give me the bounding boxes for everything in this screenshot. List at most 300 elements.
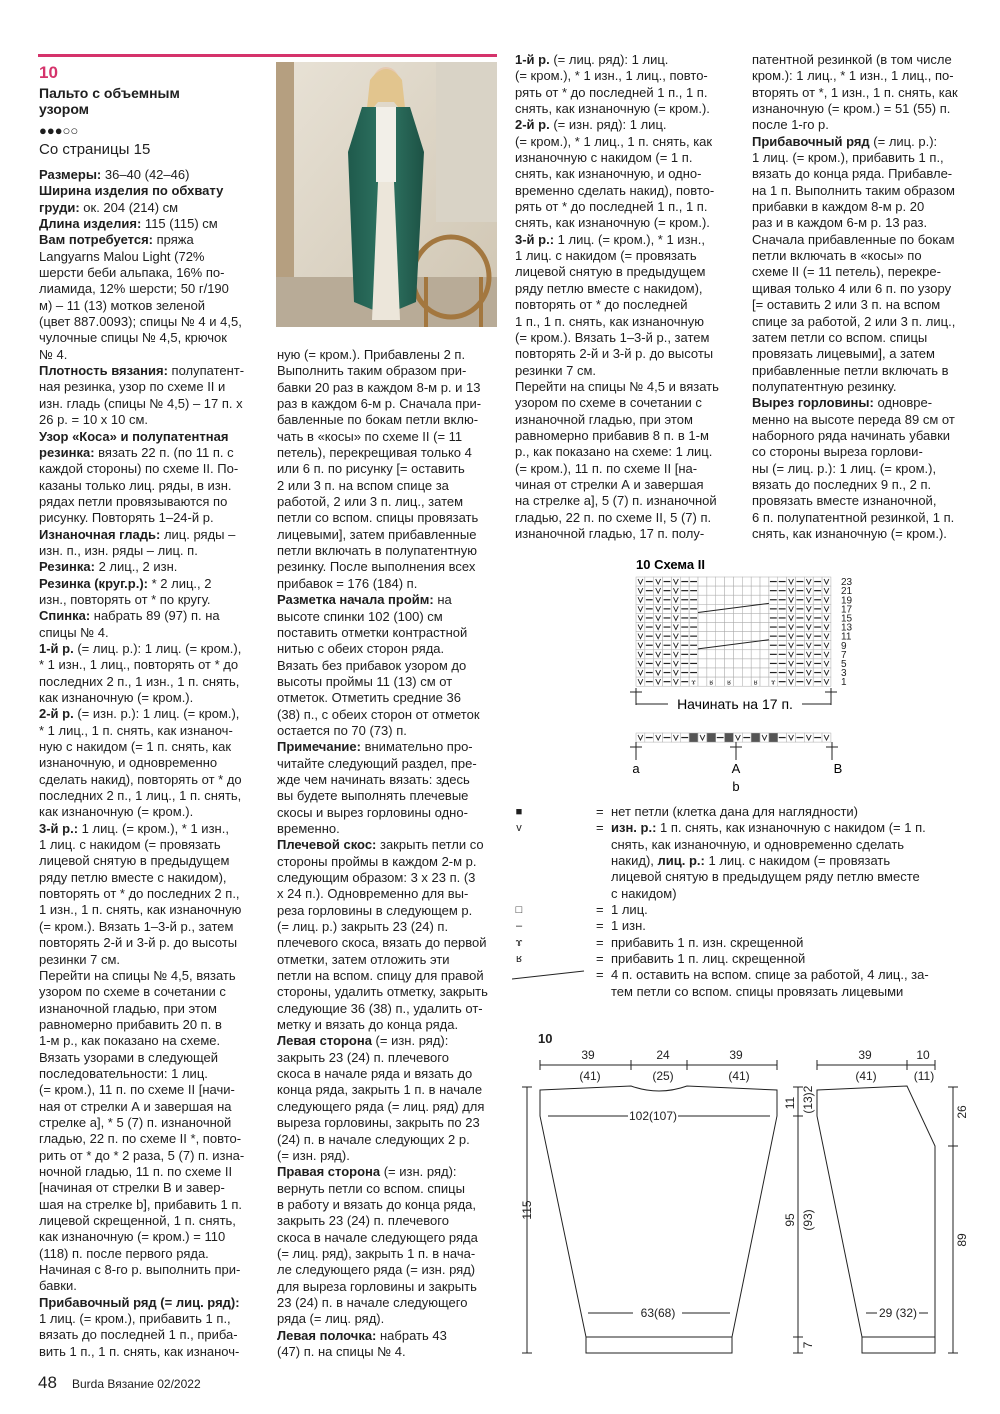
chart-cell [698,650,707,659]
text-run: плечевого скоса, вязать до первой [277,935,487,951]
text-run: последних 2 п., 1 лиц., 1 п. снять, [39,788,242,804]
text-run: схеме II (= 11 петель), перекре- [752,264,941,280]
svg-text:ɤ: ɤ [771,679,776,687]
text-line [39,690,244,706]
chart-cell [707,668,716,677]
text-run: снять, как изнаночную (= кром.). [752,525,947,541]
text-run: Вязать без прибавок узором до [277,657,467,673]
text-line [277,1066,488,1082]
text-line [515,395,719,411]
text-run: пряжа [153,232,194,248]
text-line [277,1148,488,1164]
text-run: (47) п. на спицы № 4. [277,1343,406,1359]
text-line [277,1082,488,1098]
text-run: 36–40 (42–46) [101,167,190,182]
text-run: прибавить 1 п. лиц. скрещенной [611,951,806,967]
text-run: сделать накид), повторять от * до [39,771,242,787]
text-run: на 1 п. Выполнить таким образом [752,182,955,198]
dim-label: 2 [801,1085,815,1093]
text-line [39,968,244,984]
text-run: повторять 2-й и 3-й р. до высоты [39,935,238,951]
row-number: 13 [841,622,853,634]
text-line [752,166,958,182]
text-run: 4 п. оставить на вспом. спице за работой, 4 лиц., за- [611,967,929,983]
chart-cell [707,595,716,604]
text-line [277,1295,488,1311]
text-run: наборного ряда начинать убавки [752,427,951,443]
text-line [515,493,719,509]
text-line [39,363,244,379]
text-run: гладью, 22 п. по схеме II *, повто- [39,1131,242,1147]
text-run: ночной гладью, 11 п. по схеме II [39,1163,233,1179]
text-line [39,527,244,543]
strip-cell [707,733,716,742]
chart-cell [716,677,725,686]
text-line [39,935,244,951]
strip-cell [689,733,698,742]
text-run: реза горловины в следующем р. [277,902,473,918]
text-line [277,1197,488,1213]
front-rib [862,1337,935,1353]
text-line [611,951,929,967]
chart-cell [716,659,725,668]
bold-run: 2-й р. [515,117,550,133]
text-line [277,347,488,363]
text-line [515,363,719,379]
text-line [277,412,488,428]
text-line [39,1017,244,1033]
text-column-1 [39,167,244,1360]
text-line [39,641,244,657]
text-line [39,1246,244,1262]
text-line [39,559,244,575]
text-line [39,1311,244,1327]
chart-cell [742,668,751,677]
text-run: 1 изн. [611,918,646,934]
text-run: (= лиц. ряд): 1 лиц. [549,52,669,67]
text-run: как изнаночную (= кром.) = 110 [39,1229,226,1245]
chart-cell [725,613,734,622]
row-number: 19 [841,595,853,607]
text-run: со стороны выреза горлови- [752,444,923,460]
chart-cell [716,632,725,641]
marker-a: a [632,761,640,776]
bold-run: Плечевой скос: [277,837,377,853]
text-run: внимательно про- [360,739,473,755]
cable-line-icon [512,967,587,988]
text-run: шая на стрелке b], прибавить 1 п. [39,1196,243,1212]
chart-cell [742,595,751,604]
text-line [39,1213,244,1229]
text-line [39,608,244,624]
text-run: [начиная от стрелки В и завер- [39,1180,225,1196]
text-line [277,756,488,772]
text-line [611,935,929,951]
text-run: в работу и вязать до конца ряда, [277,1196,477,1212]
text-line [39,379,244,395]
text-line [515,183,719,199]
dim-label: 7 [801,1341,815,1349]
chart-cell [733,632,742,641]
text-line [277,494,488,510]
filled-square-icon: ■ [515,806,523,818]
text-run: лиамида, 12% шерсти; 50 г/190 [39,281,229,297]
chart-cell [751,623,760,632]
legend-item [512,804,929,820]
text-line [277,952,488,968]
equals-sign: = [596,918,604,934]
chart-cell [760,595,769,604]
text-run: * 2 лиц., 2 [148,575,212,591]
text-run: ок. 204 (214) см [79,199,179,215]
text-line [39,772,244,788]
text-run: № 4. [39,346,68,362]
text-run: спице за работой, 2 или 3 п. лиц., [752,313,956,329]
text-line [39,1099,244,1115]
text-line [39,1001,244,1017]
text-run: 23 (24) п. в начале следующего [277,1294,468,1310]
text-run: на [433,592,452,608]
text-line [277,837,488,853]
bold-run: Резинка: [39,559,95,575]
text-line [39,739,244,755]
text-line [277,1311,488,1327]
text-line [277,984,488,1000]
text-run: высоте спинки 102 (100) см [277,608,443,624]
text-run: Начиная с 8-го р. выполнить при- [39,1262,241,1278]
chart-cell [760,668,769,677]
chart-cell [733,604,742,613]
text-run: 1 п. снять, как изнаночную с накидом (= 1 п. [656,820,926,836]
text-line [39,984,244,1000]
text-line [515,68,719,84]
marker-B: B [833,761,843,776]
text-line [277,510,488,526]
chart-cell [733,668,742,677]
legend-item [512,820,929,902]
legend-text [611,967,929,1000]
chart-cell [751,668,760,677]
bold-run: 2-й р. [39,706,74,722]
text-run: рить от * до * 2 раза, 5 (7) п. изна- [39,1147,245,1163]
text-run: стороны проймы в каждом 2-м р. [277,853,477,869]
text-run: изн. п., изн. ряды – лиц. п. [39,542,198,558]
text-line [39,592,244,608]
text-run: вернуть петли со вспом. спицы [277,1180,465,1196]
empty-square-icon: □ [515,904,523,917]
text-run: резинку. После выполнения всех [277,559,476,575]
dim-label: 63(68) [640,1306,676,1320]
bold-run: 3-й р.: [515,231,555,247]
chart-cell [760,659,769,668]
chart-cell [707,659,716,668]
equals-sign: = [596,820,604,836]
text-line [515,297,719,313]
text-run: метку и вязать до конца ряда. [277,1017,459,1033]
text-line [752,346,958,362]
text-run: провязать вместе изнаночной, [752,493,937,509]
text-run: отметки, затем отложить эти [277,951,450,967]
text-line [39,1115,244,1131]
text-line [277,935,488,951]
chart-cell [733,586,742,595]
text-line [277,461,488,477]
chart-title: 10 Схема II [636,557,705,572]
chart-cell [733,659,742,668]
text-line [39,265,244,281]
text-run: следующего ряда (= лиц. ряд) для [277,1098,485,1114]
text-line [39,1262,244,1278]
chart-cell [698,632,707,641]
text-line [39,347,244,363]
marker-A: A [731,761,741,776]
svg-text:ʁ: ʁ [753,679,758,687]
text-line [39,494,244,510]
text-run: изнаночную с накидом (= 1 п. [515,150,693,166]
text-run: прибавить 1 п. изн. скрещенной [611,934,804,950]
bold-run: резинка: [39,444,95,460]
dim-label: (41) [579,1069,601,1083]
text-run: спицы № 4. [39,624,109,640]
dim-label: 10 [916,1048,930,1062]
chart-cell [707,632,716,641]
text-run: (= кром.), * 1 изн., 1 лиц., повто- [515,68,708,84]
text-run: следующим образом: 3 х 23 п. (3 [277,870,476,885]
text-run: р., как показано на схеме: 1 лиц. [515,444,713,460]
dim-label: (41) [855,1069,877,1083]
text-run: гладью, 22 п. по схеме II, 5 (7) п. [515,509,712,525]
text-run: после 1-го р. [752,117,829,133]
chart-cell [760,623,769,632]
text-run: Перейти на спицы № 4,5 и вязать [515,378,719,394]
chart-cell [716,586,725,595]
bold-run: Вам потребуется: [39,232,153,248]
text-line [39,396,244,412]
text-line [752,68,958,84]
equals-sign: = [596,804,604,819]
pattern-number: 10 [39,63,58,82]
text-run: 1 лиц. (= кром.), прибавить 1 п., [39,1311,231,1327]
chart-cell [698,613,707,622]
text-run: вы будете выполнять плечевые [277,788,469,804]
text-line [39,314,244,330]
text-run: на стрелке а], 5 (7) п. изнаночной [515,493,717,509]
text-line [515,117,719,133]
magazine-name: Burda Вязание 02/2022 [72,1377,201,1391]
row-number: 1 [841,677,847,689]
text-run: раз и в каждом 6-м р. 13 раз. [752,215,928,231]
text-line [752,493,958,509]
bold-run: Разметка начала пройм: [277,592,434,608]
text-line [752,379,958,395]
dim-label: 39 [858,1048,872,1062]
text-run: как изнаночную (= кром.). [39,690,194,705]
text-run: закрыть 23 (24) п. плечевого [277,1049,449,1065]
text-line [277,1328,488,1344]
text-run: (38) п., с обеих сторон от отметок [277,706,480,722]
chart-cell [733,677,742,686]
text-run: 2 лиц., 2 изн. [94,559,178,575]
text-line [752,150,958,166]
text-run: работой, 2 или 3 п. лиц., затем [277,494,464,510]
text-run: чулочные спицы № 4,5, крючок [39,330,227,346]
text-run: чиная от стрелки А и завершая [515,476,704,492]
chart-cell [716,577,725,586]
text-run: лицевой снятую в предыдущем [515,264,706,280]
text-run: снять, как изнаночную (= кром.). [515,215,710,231]
text-line [277,1279,488,1295]
text-run: ле следующего ряда (= изн. ряд) [277,1262,476,1278]
text-run: м) – 11 (13) мотков зеленой [39,297,206,313]
row-number: 11 [841,631,852,643]
text-line [611,918,929,934]
text-line [39,167,244,183]
text-line [39,755,244,771]
chart-cell [751,577,760,586]
text-line [752,526,958,542]
text-run: бавки 20 раз в каждом 8-м р. и 13 [277,379,481,395]
text-run: равномерно прибавив 8 п. в 1-м [515,427,709,443]
text-line [515,232,719,248]
text-run: рисунку. Повторять 1–24-й р. [39,510,214,526]
text-run: изнаночную (= кром.) = 51 (55) п. [752,101,951,117]
text-run: вить 1 п., 1 п. снять, как изнаноч- [39,1343,240,1359]
text-run: * 1 изн., 1 лиц., повторять от * до [39,657,239,673]
back-outline [540,1086,777,1337]
text-run: повторять от * до последних 2 п., [39,886,240,902]
chart-cell [760,577,769,586]
text-run: высоты проймы 11 (13) см от [277,673,453,689]
text-line [277,1001,488,1017]
text-run: шерсти беби альпака, 16% по- [39,265,225,281]
text-run: равномерно прибавить 20 п. в [39,1016,222,1032]
garment-schematic [510,1025,990,1365]
text-run: резинки 7 см. [515,362,597,378]
text-run: Вязать узорами в следующей [39,1049,219,1065]
text-line [277,1115,488,1131]
chart-cell [698,595,707,604]
text-run: вязать до последних 9 п., 2 п. [752,476,932,492]
text-run: снять, как изнаночную (= кром.). [515,101,710,117]
chart-cell [707,641,716,650]
text-run: (24) п. в начале следующих 2 р. [277,1131,470,1147]
chart-cell [725,595,734,604]
legend-text [611,902,929,918]
legend-item [512,902,929,918]
text-line [39,657,244,673]
text-line [277,919,488,935]
pattern-title [39,85,180,117]
text-run: снять, как изнаночную, и одно- [515,166,702,182]
bold-run: Размеры: [39,167,102,182]
text-run: (= кром.), 11 п. по схеме II [на- [515,460,698,476]
text-line [39,902,244,918]
text-run: 115 (115) см [141,216,218,232]
text-line [39,952,244,968]
legend-item [512,967,929,1000]
chart-cell [760,586,769,595]
text-line [752,510,958,526]
text-line [752,281,958,297]
text-line [277,739,488,755]
schematic-label: 10 [538,1031,553,1046]
text-line [277,1344,488,1360]
text-line [752,117,958,133]
text-run: рять от * до последней 1 п., 1 п. [515,84,708,100]
text-line [277,1033,488,1049]
text-line [277,543,488,559]
text-run: узором по схеме в сочетании с [515,395,702,411]
text-line [39,412,244,428]
dim-label: (93) [801,1209,815,1231]
text-run: вторять от *, 1 изн., 1 п. снять, как [752,84,958,100]
chart-cell [707,586,716,595]
text-line [277,445,488,461]
text-line [39,788,244,804]
text-run: поставить отметки контрастной [277,624,468,640]
text-line [277,1050,488,1066]
start-label: Начинать на 17 п. [677,696,793,712]
text-line [277,821,488,837]
bold-run: груди: [39,199,80,215]
text-line [515,101,719,117]
chart-cell [751,613,760,622]
text-run: 1 лиц. (= кром.), * 1 изн., [78,820,229,836]
front-outline [817,1086,935,1337]
text-run: [= оставить 2 или 3 п. на вспом [752,297,941,313]
purl-increase-icon: ɤ [515,936,523,949]
text-line [39,1197,244,1213]
text-run: прибавки в каждом 8-м р. 20 [752,199,925,215]
chart-cell [760,604,769,613]
text-line [752,85,958,101]
legend-text [611,820,929,902]
legend-text [611,918,929,934]
text-line [39,1082,244,1098]
text-run: полупатентную резинку. [752,378,897,394]
text-line [515,215,719,231]
bold-run: Прибавочный ряд [752,133,870,149]
text-run: (118) п. после первого ряда. [39,1245,209,1261]
bold-run: Примечание: [277,739,361,755]
text-run: (цвет 887.0093); спицы № 4 и 4,5, [39,314,242,330]
text-run: снять, как изнаночную, и одновременно сделать [611,836,905,852]
text-line [277,609,488,625]
text-line [277,1213,488,1229]
text-line [752,444,958,460]
text-run: для выреза горловины и закрыть [277,1278,477,1294]
text-line [277,1246,488,1262]
text-line [277,674,488,690]
text-line [277,429,488,445]
text-run: (= лиц. ряд), закрыть 1 п. в нача- [277,1245,476,1261]
chart-cell [716,650,725,659]
text-run: затем петли со вспом. спицы [752,329,928,345]
text-run: изн. гладь (спицы № 4,5) – 17 п. х [39,395,243,411]
chart-cell [707,623,716,632]
chart-cell [742,650,751,659]
bold-run: 1-й р. [515,52,550,67]
text-run: стороны, удалить отметку, закрыть [277,984,488,1000]
text-line [39,886,244,902]
dim-label: 11 [783,1096,797,1110]
row-number: 7 [841,649,847,661]
text-run: чать в «косы» по схеме II (= 11 [277,428,463,444]
chart-cell [751,595,760,604]
text-run: (= изн. ряд): 1 лиц. [549,117,667,133]
text-run: одновре- [873,395,933,411]
text-run: остается по 70 (73) п. [277,722,407,738]
